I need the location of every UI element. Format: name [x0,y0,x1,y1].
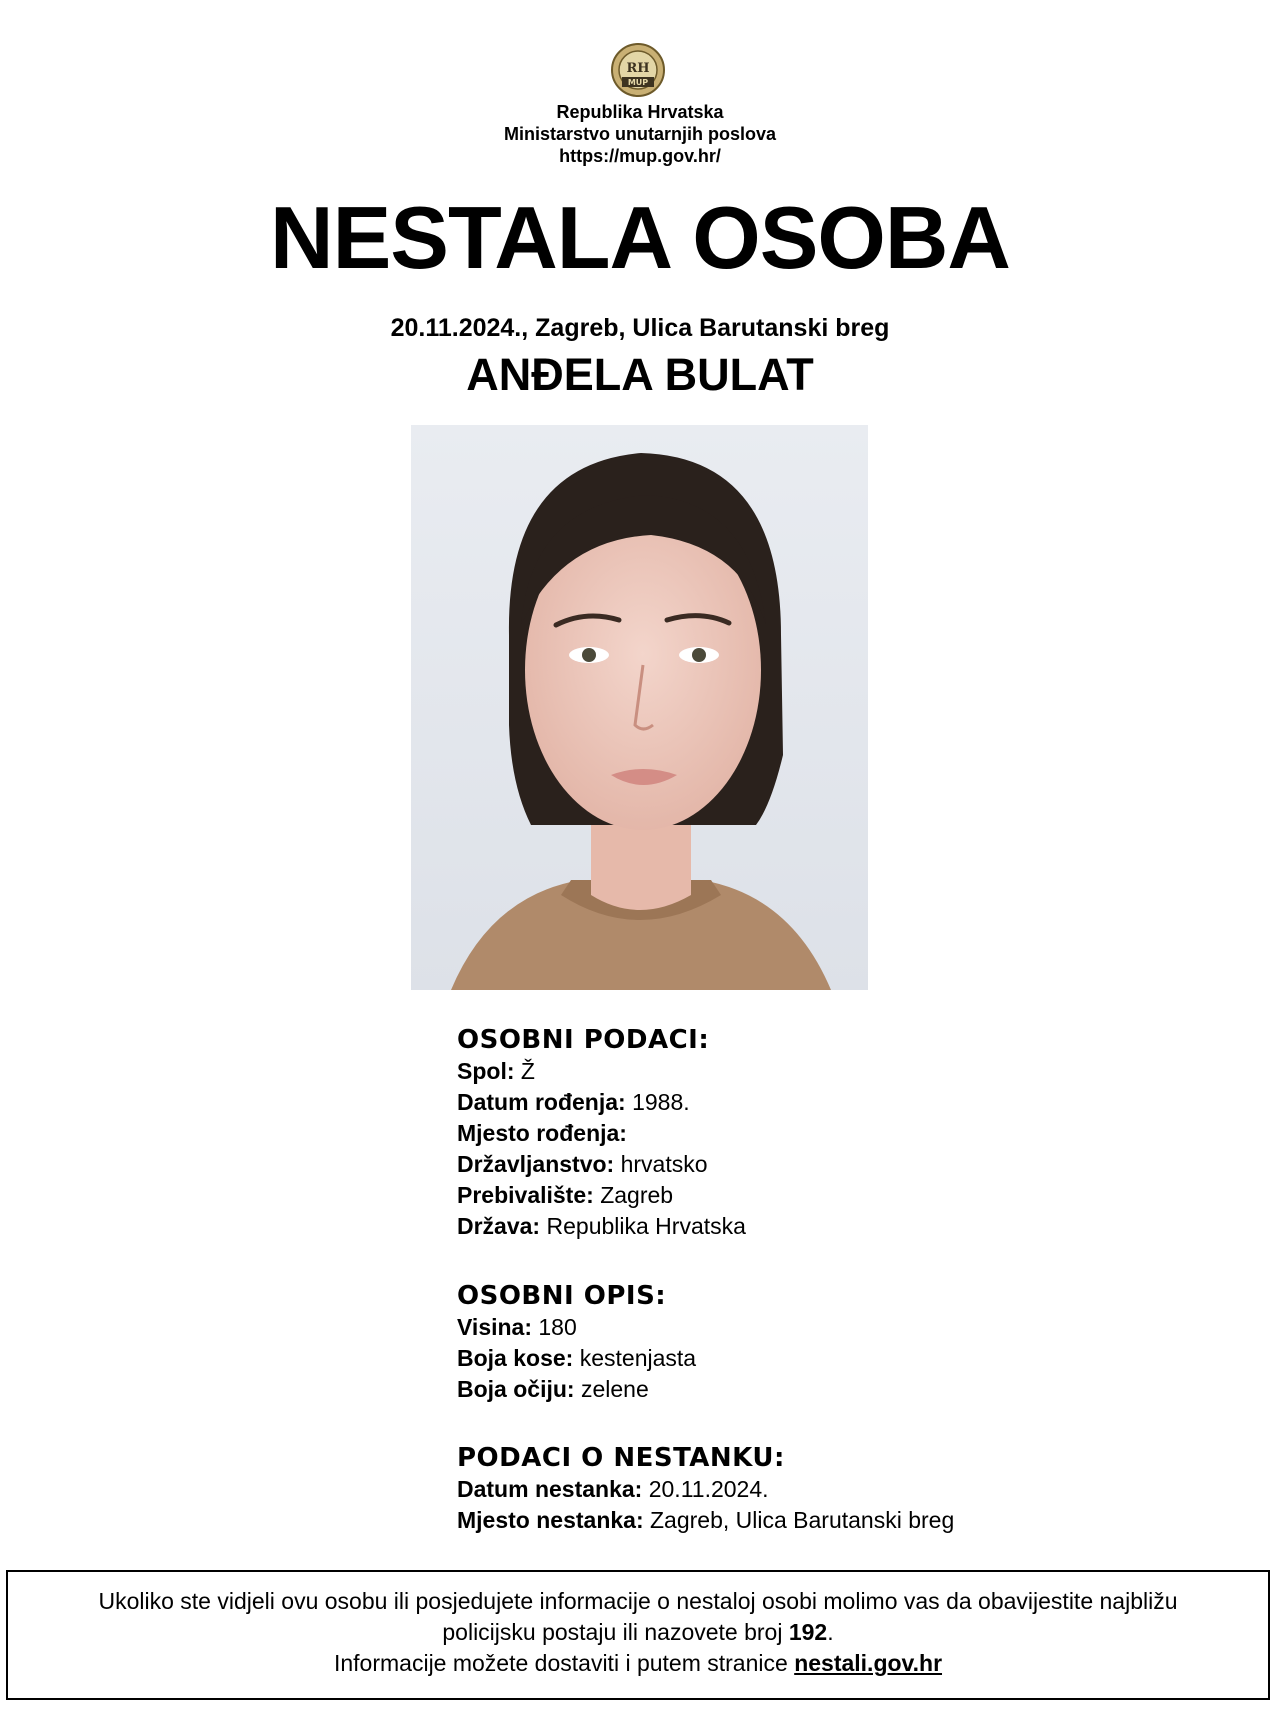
phone-number[interactable]: 192 [788,1619,828,1645]
info-row: Državljanstvo: hrvatsko [457,1151,708,1177]
info-row: Boja očiju: zelene [457,1376,649,1402]
date-location: 20.11.2024., Zagreb, Ulica Barutanski breg [390,314,890,342]
page-title: NESTALA OSOBA [270,188,1010,287]
description-section [457,1280,1157,1405]
info-row: Datum rođenja: 1988. [457,1089,690,1115]
info-row: Datum nestanka: 20.11.2024. [457,1476,769,1502]
description-heading: OSOBNI OPIS: [457,1281,667,1311]
notice-line-3: Informacije možete dostaviti i putem stranice nestali.gov.hr [333,1650,943,1676]
info-row: Mjesto nestanka: Zagreb, Ulica Barutanski breg [457,1507,955,1533]
mup-logo [610,42,666,98]
personal-data-heading: OSOBNI PODACI: [457,1025,710,1055]
header-url[interactable]: https://mup.gov.hr/ [559,146,721,166]
header-country: Republika Hrvatska [556,102,724,122]
contact-notice [6,1570,1270,1700]
disappearance-section [457,1442,1157,1536]
notice-line-1: Ukoliko ste vidjeli ovu osobu ili posjedujete informacije o nestaloj osobi molimo vas da obavijestite najbližu [98,1588,1178,1614]
disappearance-heading: PODACI O NESTANKU: [457,1443,785,1473]
header-ministry: Ministarstvo unutarnjih poslova [503,124,777,144]
info-row: Prebivalište: Zagreb [457,1182,674,1208]
website-link[interactable]: nestali.gov.hr [794,1650,943,1676]
info-row: Mjesto rođenja: [457,1120,627,1146]
person-photo [411,425,868,990]
svg-text:RH: RH [626,61,650,76]
svg-text:MUP: MUP [627,78,649,87]
info-row: Boja kose: kestenjasta [457,1345,697,1371]
personal-data-section [457,1024,1157,1242]
info-row: Država: Republika Hrvatska [457,1213,746,1239]
person-name: ANĐELA BULAT [466,349,814,400]
notice-line-2: policijsku postaju ili nazovete broj 192. [442,1619,834,1645]
info-row: Spol: Ž [457,1058,535,1084]
info-row: Visina: 180 [457,1314,577,1340]
